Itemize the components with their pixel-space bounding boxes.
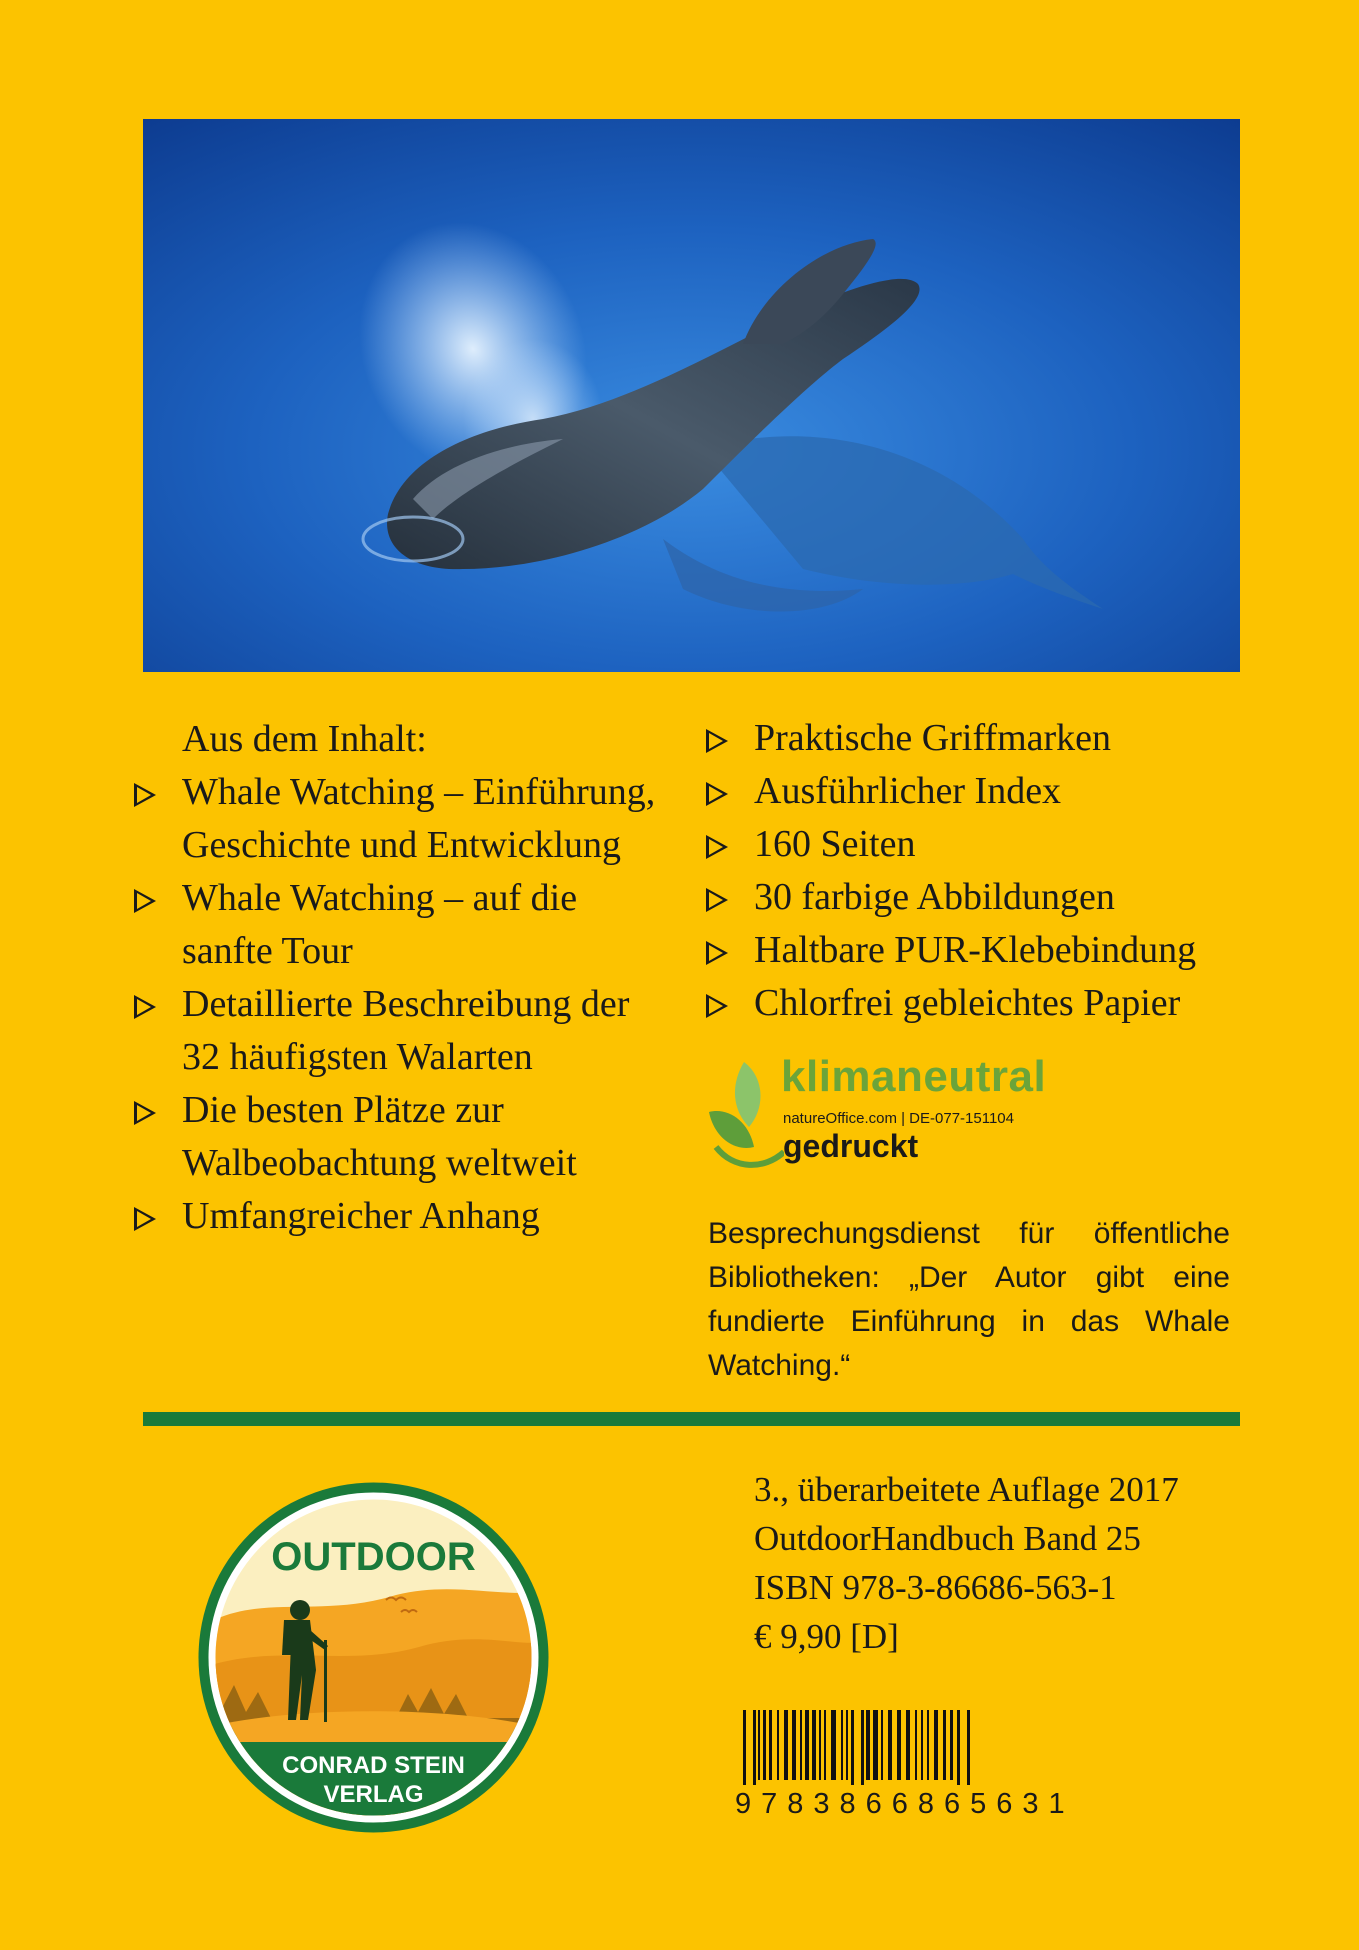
list-item: Whale Watching – Einführung, Geschichte und Entwicklung — [132, 766, 692, 872]
bullet-triangle-icon — [706, 941, 728, 965]
badge-bottom-line1: CONRAD STEIN — [282, 1752, 465, 1779]
list-item: Praktische Griffmarken — [704, 712, 1244, 765]
bullet-triangle-icon — [134, 1207, 156, 1231]
barcode-bar — [841, 1710, 843, 1780]
barcode — [735, 1710, 1113, 1860]
list-item: Die besten Plätze zur Walbeobachtung weltweit — [132, 1084, 692, 1190]
barcode-bar — [758, 1710, 760, 1780]
list-item: 30 farbige Abbildungen — [704, 871, 1244, 924]
barcode-bar — [915, 1710, 917, 1780]
barcode-bar — [763, 1710, 766, 1780]
barcode-bar — [897, 1710, 901, 1780]
badge-bottom-line2: VERLAG — [323, 1781, 424, 1808]
barcode-bar — [777, 1710, 779, 1780]
outdoor-badge — [196, 1480, 551, 1835]
barcode-bar — [784, 1710, 788, 1780]
contents-list-right — [704, 712, 1244, 1030]
barcode-bar — [800, 1710, 802, 1780]
bullet-triangle-icon — [706, 782, 728, 806]
barcode-guard-bar — [753, 1710, 756, 1785]
list-item: Umfangreicher Anhang — [132, 1190, 692, 1243]
barcode-bar — [824, 1710, 826, 1780]
barcode-bar — [846, 1710, 848, 1780]
review-quote: Besprechungsdienst für öffentliche Bibliotheken: „Der Autor gibt eine fundierte Einführung in das Whale Watching.“ — [708, 1217, 1230, 1382]
badge-top-text: OUTDOOR — [271, 1535, 476, 1579]
barcode-bar — [950, 1710, 953, 1780]
bullet-triangle-icon — [134, 889, 156, 913]
isbn: ISBN 978-3-86686-563-1 — [754, 1568, 1117, 1607]
barcode-bars — [735, 1710, 1113, 1785]
bullet-triangle-icon — [706, 888, 728, 912]
barcode-bar — [943, 1710, 946, 1780]
list-item: Haltbare PUR-Klebebindung — [704, 924, 1244, 977]
barcode-bar — [881, 1710, 883, 1780]
bullet-triangle-icon — [134, 995, 156, 1019]
list-item: Chlorfrei gebleichtes Papier — [704, 977, 1244, 1030]
barcode-guard-bar — [861, 1710, 864, 1785]
series: OutdoorHandbuch Band 25 — [754, 1519, 1141, 1558]
barcode-bar — [888, 1710, 892, 1780]
barcode-guard-bar — [967, 1710, 970, 1785]
barcode-number: 9783866865631 — [735, 1788, 1075, 1820]
barcode-bar — [792, 1710, 796, 1780]
climate-logo-certificate: natureOffice.com | DE-077-151104 — [783, 1110, 1014, 1127]
contents-list-left — [132, 712, 692, 1243]
barcode-bar — [934, 1710, 938, 1780]
barcode-bar — [906, 1710, 910, 1780]
list-item: Ausführlicher Index — [704, 765, 1244, 818]
barcode-bar — [921, 1710, 923, 1780]
divider — [143, 1412, 1240, 1426]
whale-photo — [143, 119, 1240, 672]
bullet-triangle-icon — [134, 1101, 156, 1125]
bullet-triangle-icon — [706, 835, 728, 859]
barcode-guard-bar — [851, 1710, 854, 1785]
bullet-triangle-icon — [706, 729, 728, 753]
barcode-bar — [831, 1710, 836, 1780]
barcode-bar — [805, 1710, 809, 1780]
bullet-triangle-icon — [706, 994, 728, 1018]
barcode-guard-bar — [743, 1710, 746, 1785]
list-item: Detaillierte Beschreibung der 32 häufigsten Walarten — [132, 978, 692, 1084]
barcode-bar — [927, 1710, 929, 1780]
climate-logo-word2: gedruckt — [783, 1128, 919, 1164]
climate-neutral-logo — [704, 1052, 1064, 1177]
leaf-icon — [704, 1052, 784, 1177]
whale-illustration — [143, 119, 1240, 672]
climate-logo-word1: klimaneutral — [781, 1052, 1047, 1101]
contents-heading: Aus dem Inhalt: — [182, 718, 427, 760]
bibliographic-info — [754, 1465, 1244, 1661]
list-item: 160 Seiten — [704, 818, 1244, 871]
barcode-bar — [812, 1710, 816, 1780]
barcode-bar — [769, 1710, 772, 1780]
price: € 9,90 [D] — [754, 1617, 899, 1656]
list-item: Whale Watching – auf die sanfte Tour — [132, 872, 692, 978]
barcode-bar — [873, 1710, 878, 1780]
barcode-bar — [819, 1710, 821, 1780]
barcode-bar — [866, 1710, 870, 1780]
edition: 3., überarbeitete Auflage 2017 — [754, 1470, 1179, 1509]
bullet-triangle-icon — [134, 783, 156, 807]
barcode-guard-bar — [957, 1710, 960, 1785]
